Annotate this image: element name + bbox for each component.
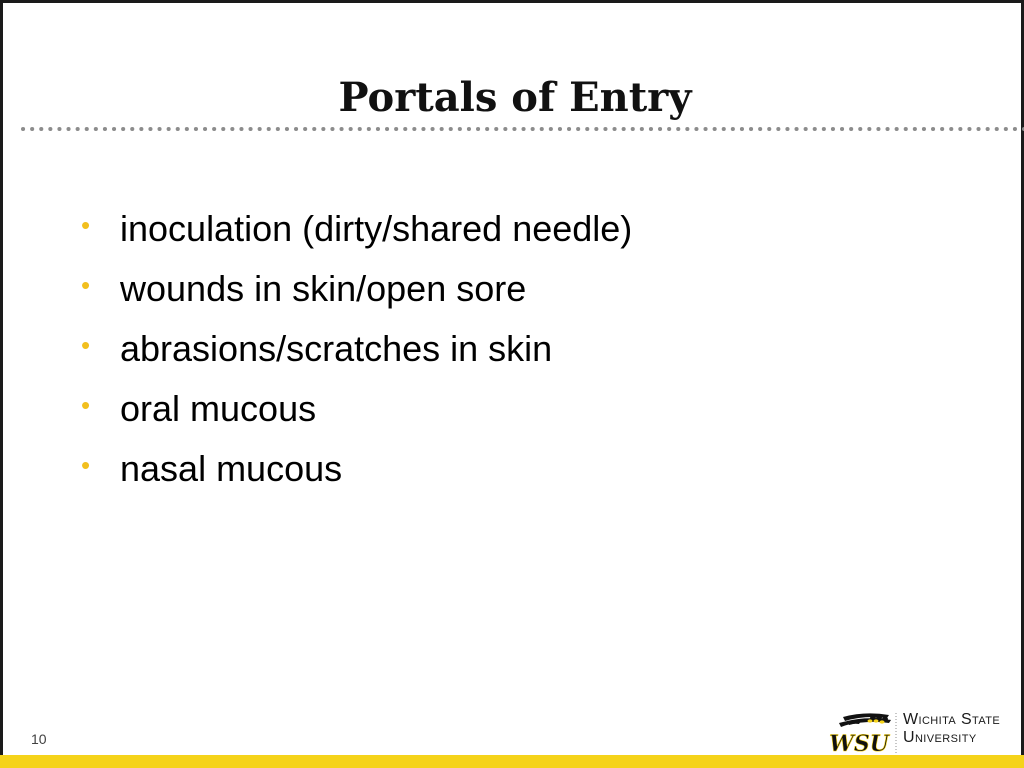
bullet-marker: • bbox=[81, 270, 91, 300]
bullet-text: wounds in skin/open sore bbox=[120, 268, 527, 309]
list-item bbox=[81, 439, 632, 499]
bullet-marker: • bbox=[81, 390, 91, 420]
list-item bbox=[81, 379, 632, 439]
logo-wordmark bbox=[903, 711, 1000, 747]
bullet-text: inoculation (dirty/shared needle) bbox=[120, 208, 633, 249]
bullet-list bbox=[81, 199, 632, 499]
bullet-marker: • bbox=[81, 330, 91, 360]
footer-accent-bar bbox=[0, 755, 1024, 768]
dotted-divider-graphic bbox=[21, 125, 1024, 133]
bullet-marker: • bbox=[81, 210, 91, 240]
slide-number: 10 bbox=[31, 731, 47, 747]
slide-title: Portals of Entry bbox=[338, 74, 692, 121]
bullet-text: nasal mucous bbox=[120, 448, 343, 489]
wsu-shocker-logo-icon bbox=[825, 709, 895, 755]
title-divider bbox=[21, 125, 1021, 133]
list-item bbox=[81, 199, 632, 259]
bullet-marker: • bbox=[81, 450, 91, 480]
list-item bbox=[81, 319, 632, 379]
logo-mark-text: WSU bbox=[829, 731, 889, 755]
logo-line-1: Wichita State bbox=[903, 711, 1001, 728]
list-item bbox=[81, 259, 632, 319]
logo-divider bbox=[895, 713, 897, 753]
bullet-text: oral mucous bbox=[120, 388, 317, 429]
bullet-text: abrasions/scratches in skin bbox=[120, 328, 553, 369]
logo-line-2: University bbox=[903, 729, 977, 746]
university-logo bbox=[825, 709, 1015, 755]
